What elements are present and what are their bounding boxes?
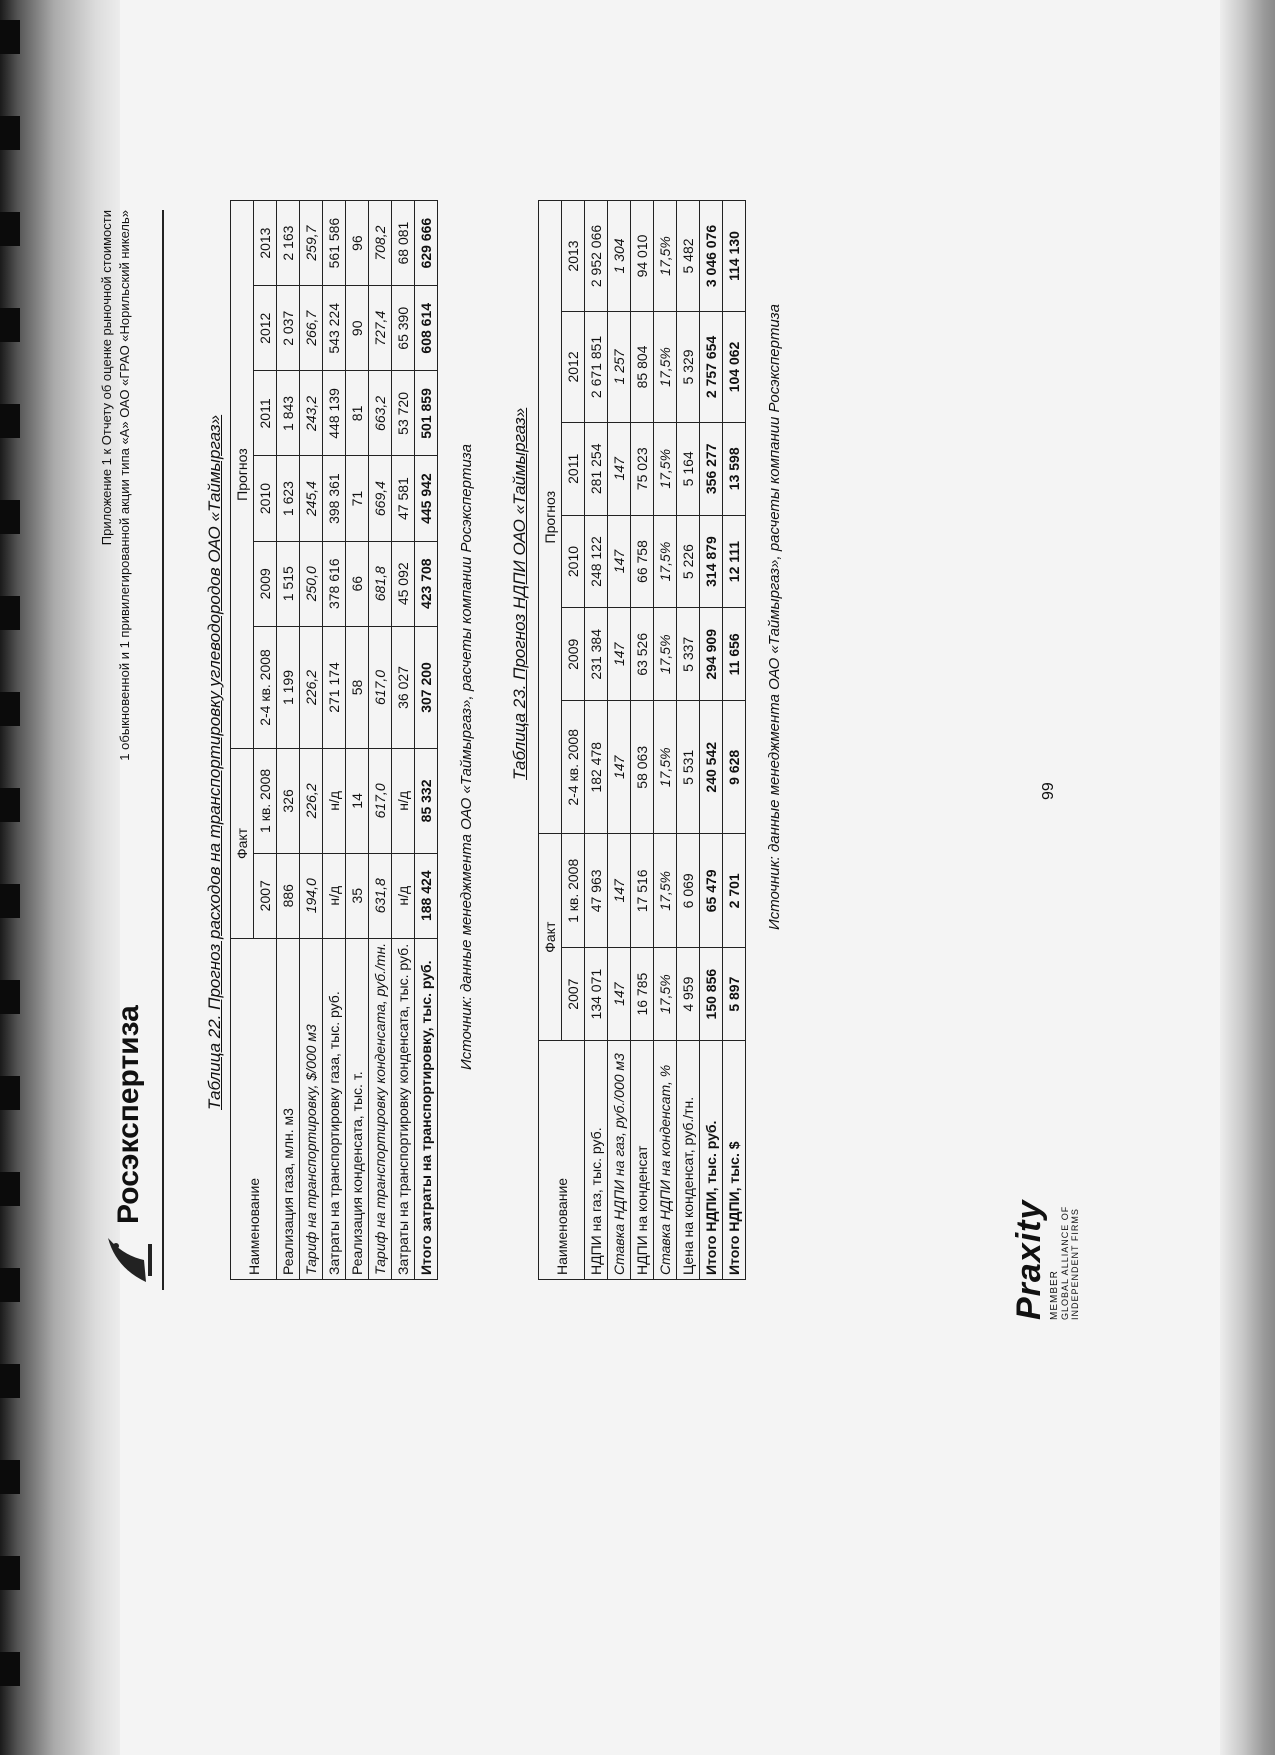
binding-hole	[0, 692, 20, 726]
praxity-wordmark: Praxity	[1010, 1199, 1048, 1320]
row-label: Реализация газа, млн. м3	[277, 938, 300, 1279]
table-row	[585, 201, 608, 1280]
row-label: Затраты на транспортировку конденсата, тыс. руб.	[392, 938, 415, 1279]
praxity-tagline-2: INDEPENDENT FIRMS	[1070, 1208, 1080, 1320]
table-header-row	[231, 201, 254, 1280]
table-cell: 58	[346, 626, 369, 748]
praxity-tagline-1: GLOBAL ALLIANCE OF	[1060, 1205, 1070, 1320]
table-row	[700, 201, 723, 1280]
table-cell: 47 581	[392, 456, 415, 541]
col-header-year: 2-4 кв. 2008	[562, 701, 585, 834]
table-cell: 12 111	[723, 515, 746, 608]
rotated-page	[90, 110, 1150, 1610]
table-cell: 147	[608, 948, 631, 1041]
table-cell: 114 130	[723, 201, 746, 312]
table-cell: 16 785	[631, 948, 654, 1041]
table-cell: 5 482	[677, 201, 700, 312]
table-row	[346, 201, 369, 1280]
table-cell: 3 046 076	[700, 201, 723, 312]
binding-hole	[0, 1556, 20, 1590]
table23	[538, 200, 746, 1280]
binding-hole	[0, 1172, 20, 1206]
binding-hole	[0, 1076, 20, 1110]
table-cell: 2 671 851	[585, 311, 608, 422]
table-cell: 68 081	[392, 201, 415, 286]
header-note-line2: 1 обыкновенной и 1 привилегированной акции типа «А» ОАО «ГРАО «Норильский никель»	[117, 210, 132, 761]
binding-hole	[0, 500, 20, 534]
table-cell: 75 023	[631, 422, 654, 515]
table-cell: 147	[608, 515, 631, 608]
rosexpertiza-logo-icon	[96, 1230, 156, 1290]
table-cell: 11 656	[723, 608, 746, 701]
table-cell: 448 139	[323, 371, 346, 456]
table-cell: 147	[608, 834, 631, 948]
table-cell: 45 092	[392, 541, 415, 626]
table-cell: н/д	[323, 853, 346, 938]
table-cell: 17,5%	[654, 834, 677, 948]
table-cell: 17,5%	[654, 701, 677, 834]
table-cell: 1 257	[608, 311, 631, 422]
col-header-year: 1 кв. 2008	[254, 749, 277, 854]
col-header-year: 2-4 кв. 2008	[254, 626, 277, 748]
table-cell: 663,2	[369, 371, 392, 456]
table-cell: 1 304	[608, 201, 631, 312]
table-cell: 617,0	[369, 749, 392, 854]
table-cell: 271 174	[323, 626, 346, 748]
table-cell: 6 069	[677, 834, 700, 948]
binding-hole	[0, 788, 20, 822]
table-cell: 4 959	[677, 948, 700, 1041]
table-cell: 85 332	[415, 749, 438, 854]
binding-hole	[0, 1460, 20, 1494]
table-row	[723, 201, 746, 1280]
table-cell: 2 701	[723, 834, 746, 948]
table-cell: 250,0	[300, 541, 323, 626]
table-cell: 266,7	[300, 286, 323, 371]
table-cell: 71	[346, 456, 369, 541]
header-note-line1: Приложение 1 к Отчету об оценке рыночной стоимости	[99, 210, 114, 546]
table-cell: 501 859	[415, 371, 438, 456]
table-cell: 326	[277, 749, 300, 854]
table-cell: 17,5%	[654, 201, 677, 312]
col-header-year: 2012	[562, 311, 585, 422]
table-row	[392, 201, 415, 1280]
table-cell: 243,2	[300, 371, 323, 456]
page-number: 99	[1040, 782, 1057, 800]
table-cell: 5 164	[677, 422, 700, 515]
table-cell: 356 277	[700, 422, 723, 515]
table-cell: н/д	[392, 749, 415, 854]
praxity-member-label: MEMBER	[1049, 1270, 1060, 1320]
scan-edge-shadow	[1220, 0, 1275, 1755]
table-cell: 17 516	[631, 834, 654, 948]
col-header-year: 2013	[254, 201, 277, 286]
table-cell: 17,5%	[654, 311, 677, 422]
table-cell: 65 390	[392, 286, 415, 371]
col-header-year: 2011	[254, 371, 277, 456]
table-row	[631, 201, 654, 1280]
row-label: Ставка НДПИ на газ, руб./000 м3	[608, 1041, 631, 1280]
col-header-year: 1 кв. 2008	[562, 834, 585, 948]
row-label: Итого затраты на транспортировку, тыс. руб.	[415, 938, 438, 1279]
table-cell: 886	[277, 853, 300, 938]
col-header-year: 2010	[562, 515, 585, 608]
row-label: Цена на конденсат, руб./тн.	[677, 1041, 700, 1280]
col-header-year: 2012	[254, 286, 277, 371]
table-cell: 669,4	[369, 456, 392, 541]
table-cell: 66 758	[631, 515, 654, 608]
table-cell: 188 424	[415, 853, 438, 938]
row-label: Ставка НДПИ на конденсат, %	[654, 1041, 677, 1280]
table-cell: 240 542	[700, 701, 723, 834]
table-cell: 5 329	[677, 311, 700, 422]
table-cell: 2 163	[277, 201, 300, 286]
table-cell: 104 062	[723, 311, 746, 422]
table-cell: 66	[346, 541, 369, 626]
table22-source: Источник: данные менеджмента ОАО «Таймыргаз», расчеты компании Росэкспертиза	[458, 444, 475, 1070]
row-label: Итого НДПИ, тыс. руб.	[700, 1041, 723, 1280]
row-label: Тариф на транспортировку конденсата, руб./тн.	[369, 938, 392, 1279]
table-cell: 5 226	[677, 515, 700, 608]
table-cell: 259,7	[300, 201, 323, 286]
table-cell: 17,5%	[654, 515, 677, 608]
table-cell: 445 942	[415, 456, 438, 541]
table-cell: 1 515	[277, 541, 300, 626]
table-row	[323, 201, 346, 1280]
page-header	[90, 210, 190, 1290]
table-cell: 150 856	[700, 948, 723, 1041]
table-cell: 14	[346, 749, 369, 854]
row-label: Реализация конденсата, тыс. т.	[346, 938, 369, 1279]
table-row	[300, 201, 323, 1280]
table-cell: 5 531	[677, 701, 700, 834]
table-cell: 631,8	[369, 853, 392, 938]
table-cell: н/д	[323, 749, 346, 854]
table-cell: 17,5%	[654, 608, 677, 701]
table23-source: Источник: данные менеджмента ОАО «Таймыргаз», расчеты компании Росэкспертиза	[766, 304, 783, 930]
col-group-fact: Факт	[539, 834, 562, 1041]
table-cell: 2 757 654	[700, 311, 723, 422]
table-cell: 561 586	[323, 201, 346, 286]
table-cell: 90	[346, 286, 369, 371]
table-cell: 681,8	[369, 541, 392, 626]
binding-hole	[0, 1652, 20, 1686]
table-cell: 294 909	[700, 608, 723, 701]
binding-hole	[0, 308, 20, 342]
header-rule	[162, 210, 164, 1290]
col-header-name: Наименование	[231, 938, 277, 1279]
table-cell: 314 879	[700, 515, 723, 608]
table-cell: 81	[346, 371, 369, 456]
table-cell: 307 200	[415, 626, 438, 748]
table-cell: н/д	[392, 853, 415, 938]
table-row	[277, 201, 300, 1280]
table-cell: 617,0	[369, 626, 392, 748]
table-cell: 85 804	[631, 311, 654, 422]
binding-hole	[0, 596, 20, 630]
table-cell: 281 254	[585, 422, 608, 515]
table-cell: 147	[608, 422, 631, 515]
col-header-year: 2007	[254, 853, 277, 938]
table-cell: 182 478	[585, 701, 608, 834]
table-cell: 13 598	[723, 422, 746, 515]
row-label: Тариф на транспортировку, $/000 м3	[300, 938, 323, 1279]
table-row	[654, 201, 677, 1280]
binding-hole	[0, 212, 20, 246]
table-cell: 2 037	[277, 286, 300, 371]
table-cell: 398 361	[323, 456, 346, 541]
table-cell: 1 199	[277, 626, 300, 748]
table-cell: 2 952 066	[585, 201, 608, 312]
col-header-year: 2009	[562, 608, 585, 701]
table22-caption: Таблица 22. Прогноз расходов на транспортировку углеводородов ОАО «Таймыргаз»	[205, 414, 224, 1110]
table-cell: 1 843	[277, 371, 300, 456]
table-cell: 58 063	[631, 701, 654, 834]
table-cell: 47 963	[585, 834, 608, 948]
col-group-forecast: Прогноз	[539, 201, 562, 834]
col-header-year: 2010	[254, 456, 277, 541]
table-cell: 147	[608, 701, 631, 834]
table-cell: 147	[608, 608, 631, 701]
table-row	[677, 201, 700, 1280]
table-cell: 248 122	[585, 515, 608, 608]
table-header-row	[539, 201, 562, 1280]
table-cell: 194,0	[300, 853, 323, 938]
table-cell: 226,2	[300, 626, 323, 748]
table-cell: 63 526	[631, 608, 654, 701]
table-cell: 36 027	[392, 626, 415, 748]
binding-hole	[0, 884, 20, 918]
praxity-logo	[1010, 1200, 1080, 1320]
table23-caption: Таблица 23. Прогноз НДПИ ОАО «Таймыргаз»	[510, 407, 529, 780]
table-cell: 17,5%	[654, 948, 677, 1041]
table-cell: 629 666	[415, 201, 438, 286]
brand-name: Росэкспертиза	[112, 1005, 145, 1224]
table-cell: 5 337	[677, 608, 700, 701]
col-header-year: 2009	[254, 541, 277, 626]
table-cell: 708,2	[369, 201, 392, 286]
table-row	[415, 201, 438, 1280]
table-cell: 423 708	[415, 541, 438, 626]
binding-hole	[0, 20, 20, 54]
table-cell: 9 628	[723, 701, 746, 834]
table-row	[369, 201, 392, 1280]
table-cell: 245,4	[300, 456, 323, 541]
table-cell: 231 384	[585, 608, 608, 701]
col-header-year: 2011	[562, 422, 585, 515]
header-note	[98, 210, 134, 761]
row-label: НДПИ на газ, тыс. руб.	[585, 1041, 608, 1280]
binding-hole	[0, 1268, 20, 1302]
binding-hole	[0, 1364, 20, 1398]
table-cell: 378 616	[323, 541, 346, 626]
binding-hole	[0, 980, 20, 1014]
row-label: Затраты на транспортировку газа, тыс. руб.	[323, 938, 346, 1279]
row-label: Итого НДПИ, тыс. $	[723, 1041, 746, 1280]
table-cell: 1 623	[277, 456, 300, 541]
col-header-year: 2007	[562, 948, 585, 1041]
table-cell: 608 614	[415, 286, 438, 371]
binding-hole	[0, 404, 20, 438]
table-cell: 727,4	[369, 286, 392, 371]
table-cell: 53 720	[392, 371, 415, 456]
table22	[230, 200, 438, 1280]
col-group-forecast: Прогноз	[231, 201, 254, 749]
table-cell: 96	[346, 201, 369, 286]
row-label: НДПИ на конденсат	[631, 1041, 654, 1280]
col-header-year: 2013	[562, 201, 585, 312]
col-group-fact: Факт	[231, 749, 254, 939]
table-cell: 35	[346, 853, 369, 938]
table-cell: 226,2	[300, 749, 323, 854]
table-cell: 94 010	[631, 201, 654, 312]
table-cell: 17,5%	[654, 422, 677, 515]
table-cell: 5 897	[723, 948, 746, 1041]
table-row	[608, 201, 631, 1280]
table-cell: 543 224	[323, 286, 346, 371]
table-cell: 134 071	[585, 948, 608, 1041]
table-cell: 65 479	[700, 834, 723, 948]
binding-hole	[0, 116, 20, 150]
col-header-name: Наименование	[539, 1041, 585, 1280]
